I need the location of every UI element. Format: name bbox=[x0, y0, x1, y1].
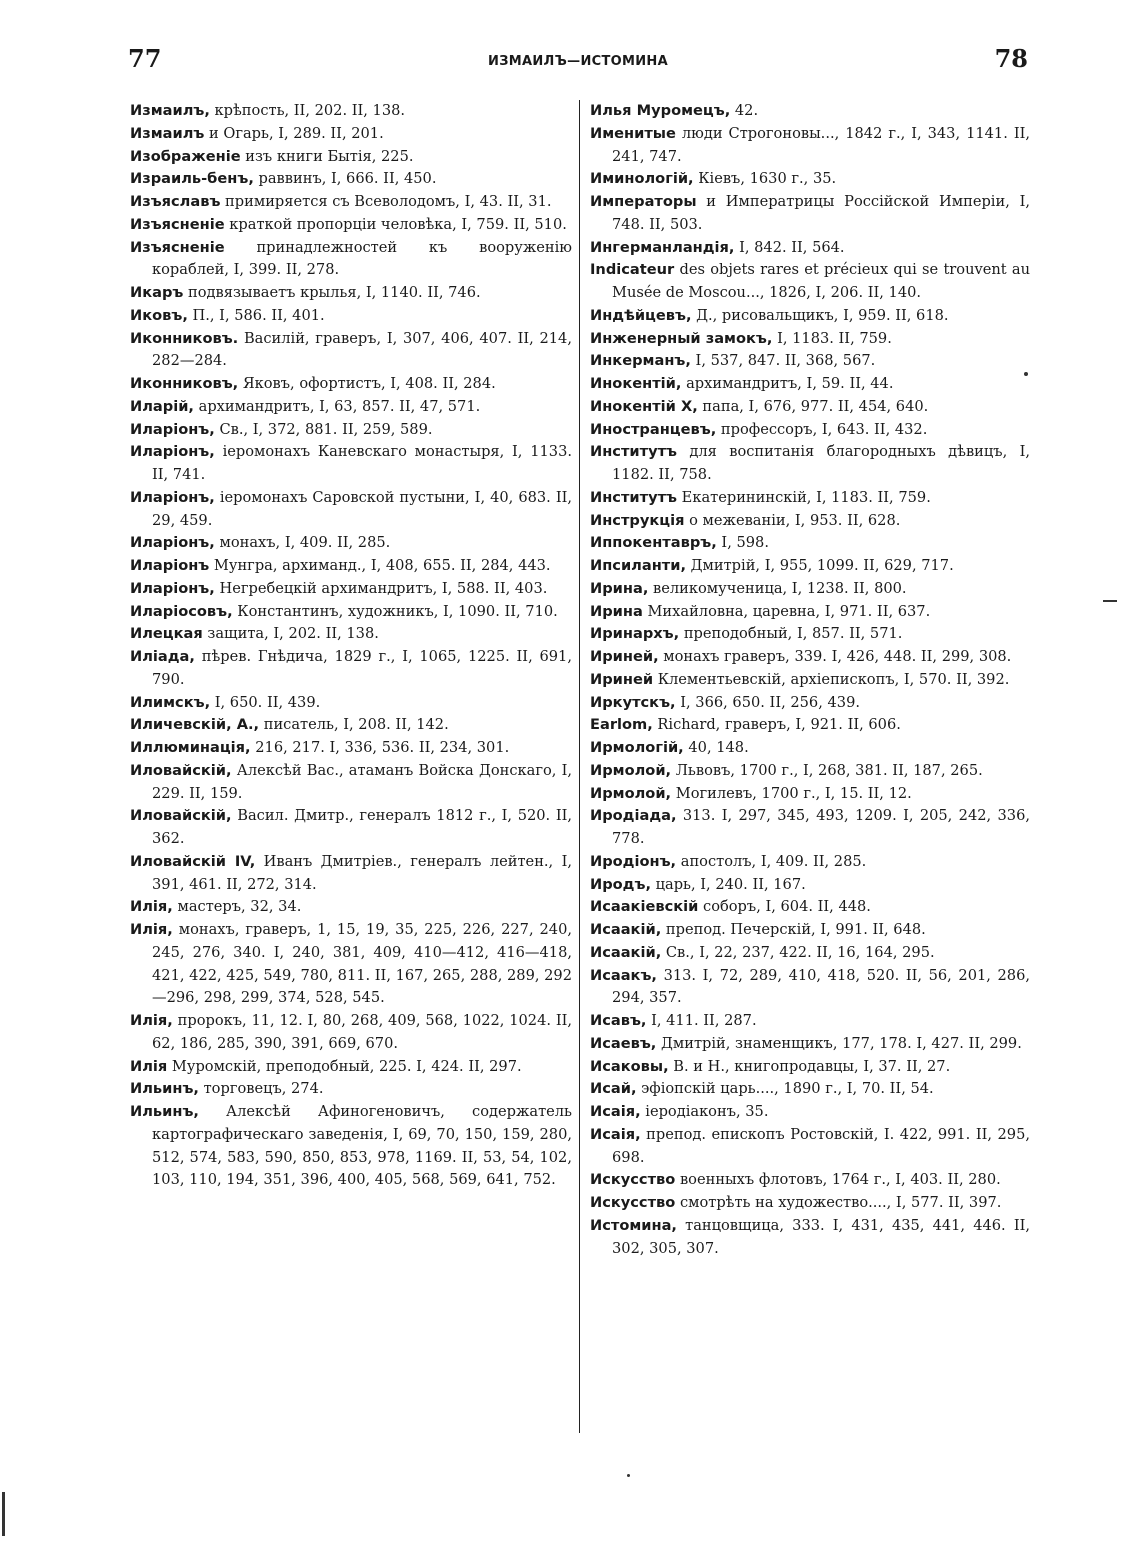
entry-headword: Иларiй, bbox=[130, 397, 194, 415]
entry-headword: Исаакiевскiй bbox=[590, 898, 699, 916]
entry-references: Алексѣй Афиногеновичъ, содержатель картографическаго заведенiя, I, 69, 70, 150, 159, 280, 512, 574, 583, 590, 850, 853, 978, 1169. II, 53, 54, 102, 103, 110, 194, 351, 396, 400, 405, 568, 569, 641, 752. bbox=[152, 1103, 572, 1189]
entry-references: Св., I, 372, 881. II, 259, 589. bbox=[214, 420, 433, 438]
index-entry bbox=[590, 942, 1030, 965]
right-index-column bbox=[590, 100, 1030, 1260]
entry-references: папа, I, 676, 977. II, 454, 640. bbox=[697, 397, 929, 415]
index-entry bbox=[590, 1033, 1030, 1056]
index-entry bbox=[590, 1078, 1030, 1101]
entry-headword: Илимскъ, bbox=[130, 693, 211, 711]
entry-headword: Индѣйцевъ, bbox=[590, 306, 692, 324]
entry-headword: Искусство bbox=[590, 1171, 676, 1189]
index-entry bbox=[130, 805, 572, 851]
entry-references: 40, 148. bbox=[683, 739, 749, 756]
entry-references: апостолъ, I, 409. II, 285. bbox=[676, 852, 867, 870]
index-entry bbox=[590, 578, 1030, 601]
index-entry bbox=[590, 396, 1030, 419]
entry-headword: Институтъ bbox=[590, 443, 678, 461]
entry-references: пророкъ, 11, 12. I, 80, 268, 409, 568, 1022, 1024. II, 62, 186, 285, 390, 391, 669, 670. bbox=[152, 1012, 572, 1052]
index-entry bbox=[590, 737, 1030, 760]
index-entry bbox=[590, 373, 1030, 396]
column-divider bbox=[579, 100, 580, 1433]
index-entry bbox=[130, 168, 572, 191]
entry-headword: Исаiя, bbox=[590, 1103, 641, 1120]
index-entry bbox=[590, 646, 1030, 669]
entry-references: пѣрев. Гнѣдича, 1829 г., I, 1065, 1225. II, 691, 790. bbox=[152, 648, 572, 688]
index-entry bbox=[130, 578, 572, 601]
entry-references: 313. I, 72, 289, 410, 418, 520. II, 56, 201, 286, 294, 357. bbox=[612, 966, 1030, 1007]
index-entry bbox=[590, 692, 1030, 715]
entry-headword: Ирмолой, bbox=[590, 784, 672, 802]
entry-references: препод. епископъ Ростовскiй, I. 422, 991. II, 295, 698. bbox=[612, 1125, 1030, 1166]
index-entry bbox=[590, 874, 1030, 897]
index-entry bbox=[590, 1192, 1030, 1215]
entry-references: изъ книги Бытiя, 225. bbox=[240, 147, 414, 165]
entry-headword: Инокентiй X, bbox=[590, 397, 698, 415]
index-entry bbox=[590, 1101, 1030, 1124]
entry-headword: Иминологiй, bbox=[590, 170, 694, 188]
entry-headword: Иконниковъ, bbox=[130, 375, 239, 392]
entry-headword: Измаилъ bbox=[130, 124, 205, 142]
entry-headword: Ильинъ, bbox=[130, 1080, 199, 1098]
entry-headword: Иларiонъ, bbox=[130, 534, 215, 552]
entry-headword: Иларiонъ, bbox=[130, 443, 215, 461]
index-entry bbox=[590, 532, 1030, 555]
index-entry bbox=[130, 305, 572, 328]
index-entry bbox=[590, 419, 1030, 442]
entry-references: iеромонахъ Саровской пустыни, I, 40, 683. II, 29, 459. bbox=[152, 488, 572, 529]
entry-headword: Ильинъ, bbox=[130, 1103, 199, 1120]
index-entry bbox=[130, 396, 572, 419]
index-entry bbox=[590, 191, 1030, 237]
index-entry bbox=[590, 237, 1030, 260]
entry-headword: Indicateur bbox=[590, 261, 675, 279]
entry-headword: Изображенiе bbox=[130, 147, 241, 165]
entry-references: Васил. Дмитр., генералъ 1812 г., I, 520. II, 362. bbox=[152, 807, 572, 847]
entry-references: Richard, граверъ, I, 921. II, 606. bbox=[652, 716, 901, 734]
right-page-number: 78 bbox=[994, 44, 1028, 73]
entry-headword: Исавъ, bbox=[590, 1012, 647, 1029]
entry-references: Яковъ, офортистъ, I, 408. II, 284. bbox=[238, 375, 496, 392]
entry-references: Иванъ Дмитрiев., генералъ лейтен., I, 391, 461. II, 272, 314. bbox=[152, 852, 572, 893]
entry-headword: Изъясненiе bbox=[130, 215, 225, 233]
entry-references: Дмитрiй, знаменщикъ, 177, 178. I, 427. II, 299. bbox=[656, 1034, 1022, 1052]
entry-references: смотрѣть на художество...., I, 577. II, 397. bbox=[675, 1194, 1002, 1211]
index-entry bbox=[590, 601, 1030, 624]
index-entry bbox=[590, 441, 1030, 487]
index-entry bbox=[130, 191, 572, 214]
entry-headword: Иловайскiй, bbox=[130, 807, 232, 825]
index-entry bbox=[590, 100, 1030, 123]
entry-headword: Иродъ, bbox=[590, 875, 651, 893]
index-entry bbox=[590, 1010, 1030, 1033]
entry-headword: Илiя, bbox=[130, 898, 173, 916]
entry-references: П., I, 586. II, 401. bbox=[187, 306, 325, 324]
index-entry bbox=[130, 1010, 572, 1056]
entry-headword: Иконниковъ. bbox=[130, 329, 239, 347]
entry-headword: Исаковы, bbox=[590, 1057, 669, 1075]
entry-references: Клементьевскiй, архiепископъ, I, 570. II, 392. bbox=[653, 670, 1010, 688]
entry-references: iеромонахъ Каневскаго монастыря, I, 1133. II, 741. bbox=[152, 443, 572, 483]
entry-headword: Илiя, bbox=[130, 1012, 173, 1029]
entry-headword: Инструкцiя bbox=[590, 511, 685, 529]
entry-headword: Иларiонъ, bbox=[130, 420, 215, 438]
entry-references: краткой пропорцiи человѣка, I, 759. II, 510. bbox=[224, 215, 567, 233]
entry-references: писатель, I, 208. II, 142. bbox=[259, 716, 449, 734]
entry-headword: Ирмологiй, bbox=[590, 739, 684, 756]
entry-headword: Илiя, bbox=[130, 921, 173, 938]
entry-references: I, 366, 650. II, 256, 439. bbox=[675, 693, 860, 711]
index-entry bbox=[590, 1169, 1030, 1192]
index-entry bbox=[130, 100, 572, 123]
entry-headword: Ирина, bbox=[590, 579, 649, 597]
index-entry bbox=[130, 214, 572, 237]
entry-headword: Исаевъ, bbox=[590, 1034, 657, 1052]
index-entry bbox=[130, 373, 572, 396]
entry-references: Алексѣй Вас., атаманъ Войска Донскаго, I, 229. II, 159. bbox=[152, 761, 572, 802]
entry-headword: Исай, bbox=[590, 1080, 637, 1098]
index-entry bbox=[590, 805, 1030, 851]
index-entry bbox=[130, 532, 572, 555]
entry-references: I, 842. II, 564. bbox=[734, 238, 845, 256]
index-entry bbox=[130, 282, 572, 305]
entry-headword: Истомина, bbox=[590, 1216, 677, 1234]
index-entry bbox=[130, 419, 572, 442]
entry-headword: Иностранцевъ, bbox=[590, 420, 717, 438]
index-entry bbox=[590, 623, 1030, 646]
entry-references: Константинъ, художникъ, I, 1090. II, 710. bbox=[232, 602, 558, 620]
entry-references: раввинъ, I, 666. II, 450. bbox=[253, 170, 437, 188]
entry-references: преподобный, I, 857. II, 571. bbox=[679, 625, 903, 643]
page-header bbox=[128, 44, 1028, 80]
entry-references: Мунгра, архиманд., I, 408, 655. II, 284, 443. bbox=[209, 557, 551, 574]
scan-dash-mark bbox=[1103, 600, 1117, 602]
entry-headword: Институтъ bbox=[590, 488, 678, 506]
entry-headword: Ингерманландiя, bbox=[590, 238, 735, 256]
entry-references: I, 1183. II, 759. bbox=[772, 329, 892, 347]
entry-references: iеродiаконъ, 35. bbox=[640, 1103, 769, 1120]
index-entry bbox=[590, 259, 1030, 305]
entry-references: монахъ, граверъ, 1, 15, 19, 35, 225, 226, 227, 240, 245, 276, 340. I, 240, 381, 409, 410—412, 416—418, 421, 422, 425, 549, 780, 811. II, 167, 265, 288, 289, 292—296, 298, 299, 374, 528, 545. bbox=[152, 921, 572, 1007]
entry-references: I, 537, 847. II, 368, 567. bbox=[690, 352, 876, 370]
entry-references: эфiопскiй царь...., 1890 г., I, 70. II, 54. bbox=[636, 1080, 934, 1098]
entry-references: I, 598. bbox=[716, 534, 769, 552]
left-page-number: 77 bbox=[128, 44, 162, 73]
entry-references: крѣпость, II, 202. II, 138. bbox=[209, 102, 406, 119]
entry-headword: Иларiонъ, bbox=[130, 579, 215, 597]
entry-references: принадлежностей къ вооруженiю кораблей, I, 399. II, 278. bbox=[152, 238, 572, 279]
entry-references: монахъ, I, 409. II, 285. bbox=[214, 534, 391, 552]
entry-headword: Илецкая bbox=[130, 625, 203, 643]
index-entry bbox=[130, 737, 572, 760]
entry-references: соборъ, I, 604. II, 448. bbox=[698, 898, 871, 916]
index-entry bbox=[130, 555, 572, 578]
index-entry bbox=[590, 714, 1030, 737]
index-entry bbox=[590, 1215, 1030, 1261]
entry-references: защита, I, 202. II, 138. bbox=[202, 625, 379, 643]
index-entry bbox=[590, 168, 1030, 191]
entry-references: монахъ граверъ, 339. I, 426, 448. II, 299, 308. bbox=[658, 648, 1012, 665]
scan-speck-mark bbox=[627, 1474, 630, 1477]
entry-headword: Илья Муромецъ, bbox=[590, 102, 731, 119]
entry-references: Львовъ, 1700 г., I, 268, 381. II, 187, 265. bbox=[671, 761, 983, 779]
index-entry bbox=[590, 1124, 1030, 1170]
entry-references: великомученица, I, 1238. II, 800. bbox=[648, 579, 907, 597]
entry-references: архимандритъ, I, 63, 857. II, 47, 571. bbox=[193, 397, 481, 415]
entry-references: о межеванiи, I, 953. II, 628. bbox=[684, 511, 901, 529]
entry-references: торговецъ, 274. bbox=[198, 1080, 324, 1098]
entry-references: Василiй, граверъ, I, 307, 406, 407. II, 214, 282—284. bbox=[152, 329, 572, 370]
index-entry bbox=[590, 783, 1030, 806]
index-entry bbox=[130, 760, 572, 806]
entry-headword: Иллюминацiя, bbox=[130, 739, 251, 756]
entry-headword: Ирмолой, bbox=[590, 761, 672, 779]
index-entry bbox=[130, 1056, 572, 1079]
entry-references: В. и Н., книгопродавцы, I, 37. II, 27. bbox=[668, 1057, 951, 1075]
entry-references: профессоръ, I, 643. II, 432. bbox=[716, 420, 928, 438]
index-entry bbox=[130, 123, 572, 146]
entry-references: примиряется съ Всеволодомъ, I, 43. II, 31. bbox=[220, 193, 552, 210]
index-entry bbox=[590, 305, 1030, 328]
entry-headword: Иринархъ, bbox=[590, 625, 680, 643]
index-entry bbox=[130, 896, 572, 919]
entry-references: и Императрицы Россiйской Имперiи, I, 748. II, 503. bbox=[612, 193, 1030, 233]
index-entry bbox=[590, 1056, 1030, 1079]
entry-headword: Императоры bbox=[590, 193, 697, 210]
entry-headword: Иркутскъ, bbox=[590, 693, 676, 711]
entry-headword: Ипсиланти, bbox=[590, 557, 687, 574]
entry-headword: Иличевскiй, А., bbox=[130, 716, 260, 734]
index-entry bbox=[130, 919, 572, 1010]
entry-references: царь, I, 240. II, 167. bbox=[650, 875, 806, 893]
entry-references: des objets rares et précieux qui se trouvent au Musée de Moscou..., 1826, I, 206. II, 140. bbox=[612, 261, 1030, 301]
entry-headword: Иковъ, bbox=[130, 306, 188, 324]
index-entry bbox=[130, 623, 572, 646]
entry-headword: Earlom, bbox=[590, 716, 653, 734]
entry-headword: Иродiонъ, bbox=[590, 852, 677, 870]
entry-headword: Исаакiй, bbox=[590, 921, 662, 938]
index-entry bbox=[130, 601, 572, 624]
entry-headword: Изъяславъ bbox=[130, 193, 221, 210]
entry-headword: Илiада, bbox=[130, 648, 195, 665]
index-entry bbox=[130, 146, 572, 169]
entry-references: подвязываетъ крылья, I, 1140. II, 746. bbox=[183, 284, 481, 301]
index-entry bbox=[130, 646, 572, 692]
entry-headword: Измаилъ, bbox=[130, 102, 210, 119]
index-entry bbox=[590, 123, 1030, 169]
index-entry bbox=[130, 714, 572, 737]
entry-headword: Ирина bbox=[590, 602, 643, 620]
entry-references: для воспитанiя благородныхъ дѣвицъ, I, 1182. II, 758. bbox=[612, 443, 1030, 483]
entry-references: Муромскiй, преподобный, 225. I, 424. II, 297. bbox=[167, 1057, 522, 1075]
left-index-column bbox=[130, 100, 572, 1192]
index-entry bbox=[590, 919, 1030, 942]
entry-headword: Иродiада, bbox=[590, 807, 677, 825]
index-entry bbox=[590, 965, 1030, 1011]
entry-headword: Именитые bbox=[590, 124, 676, 142]
index-entry bbox=[130, 851, 572, 897]
entry-references: архимандритъ, I, 59. II, 44. bbox=[681, 375, 894, 392]
index-entry bbox=[590, 510, 1030, 533]
entry-headword: Израиль-бенъ, bbox=[130, 170, 254, 188]
entry-headword: Иловайскiй, bbox=[130, 761, 232, 779]
entry-references: Д., рисовальщикъ, I, 959. II, 618. bbox=[691, 306, 949, 324]
entry-references: 216, 217. I, 336, 536. II, 234, 301. bbox=[250, 739, 510, 756]
entry-references: и Огарь, I, 289. II, 201. bbox=[204, 124, 384, 142]
entry-references: 313. I, 297, 345, 493, 1209. I, 205, 242, 336, 778. bbox=[612, 807, 1030, 847]
running-head: ИЗМАИЛЪ—ИСТОМИНА bbox=[488, 54, 668, 69]
entry-references: мастеръ, 32, 34. bbox=[172, 898, 302, 916]
index-entry bbox=[590, 896, 1030, 919]
entry-headword: Илiя bbox=[130, 1057, 168, 1075]
index-entry bbox=[590, 669, 1030, 692]
entry-headword: Инкерманъ, bbox=[590, 352, 691, 370]
scan-dot-mark bbox=[1024, 372, 1028, 376]
entry-headword: Искусство bbox=[590, 1194, 676, 1211]
entry-headword: Иловайскiй IV, bbox=[130, 852, 256, 870]
index-entry bbox=[590, 555, 1030, 578]
index-entry bbox=[590, 487, 1030, 510]
entry-headword: Иппокентавръ, bbox=[590, 534, 717, 552]
entry-references: люди Строгоновы..., 1842 г., I, 343, 1141. II, 241, 747. bbox=[612, 124, 1030, 165]
scan-edge-mark bbox=[2, 1492, 5, 1536]
entry-references: Могилевъ, 1700 г., I, 15. II, 12. bbox=[671, 784, 912, 802]
entry-headword: Исаiя, bbox=[590, 1125, 641, 1143]
entry-references: Дмитрiй, I, 955, 1099. II, 629, 717. bbox=[686, 557, 954, 574]
entry-references: Екатерининскiй, I, 1183. II, 759. bbox=[677, 488, 931, 506]
entry-references: 42. bbox=[730, 102, 759, 119]
index-entry bbox=[130, 692, 572, 715]
entry-headword: Ириней bbox=[590, 670, 654, 688]
entry-references: Михайловна, царевна, I, 971. II, 637. bbox=[642, 602, 931, 620]
index-entry bbox=[590, 760, 1030, 783]
entry-headword: Изъясненiе bbox=[130, 238, 225, 256]
index-entry bbox=[590, 851, 1030, 874]
entry-references: Св., I, 22, 237, 422. II, 16, 164, 295. bbox=[661, 943, 935, 961]
entry-references: Негребецкiй архимандритъ, I, 588. II, 403. bbox=[214, 579, 548, 597]
index-entry bbox=[130, 1078, 572, 1101]
index-entry bbox=[130, 328, 572, 374]
index-entry bbox=[130, 441, 572, 487]
index-entry bbox=[130, 237, 572, 283]
entry-references: Кiевъ, 1630 г., 35. bbox=[693, 170, 837, 188]
entry-references: военныхъ флотовъ, 1764 г., I, 403. II, 280. bbox=[675, 1171, 1001, 1189]
entry-headword: Иларiонъ, bbox=[130, 488, 215, 506]
entry-headword: Исаакъ, bbox=[590, 966, 657, 984]
entry-references: препод. Печерскiй, I, 991. II, 648. bbox=[661, 921, 926, 938]
entry-headword: Икаръ bbox=[130, 284, 184, 301]
entry-references: танцовщица, 333. I, 431, 435, 441, 446. II, 302, 305, 307. bbox=[612, 1216, 1030, 1257]
entry-headword: Инокентiй, bbox=[590, 375, 682, 392]
entry-headword: Инженерный замокъ, bbox=[590, 329, 773, 347]
entry-headword: Иларiосовъ, bbox=[130, 602, 233, 620]
entry-headword: Ириней, bbox=[590, 648, 659, 665]
index-entry bbox=[590, 328, 1030, 351]
entry-references: I, 411. II, 287. bbox=[646, 1012, 757, 1029]
entry-headword: Иларiонъ bbox=[130, 557, 210, 574]
index-entry bbox=[590, 350, 1030, 373]
entry-headword: Исаакiй, bbox=[590, 943, 662, 961]
index-entry bbox=[130, 1101, 572, 1192]
entry-references: I, 650. II, 439. bbox=[210, 693, 321, 711]
index-entry bbox=[130, 487, 572, 533]
